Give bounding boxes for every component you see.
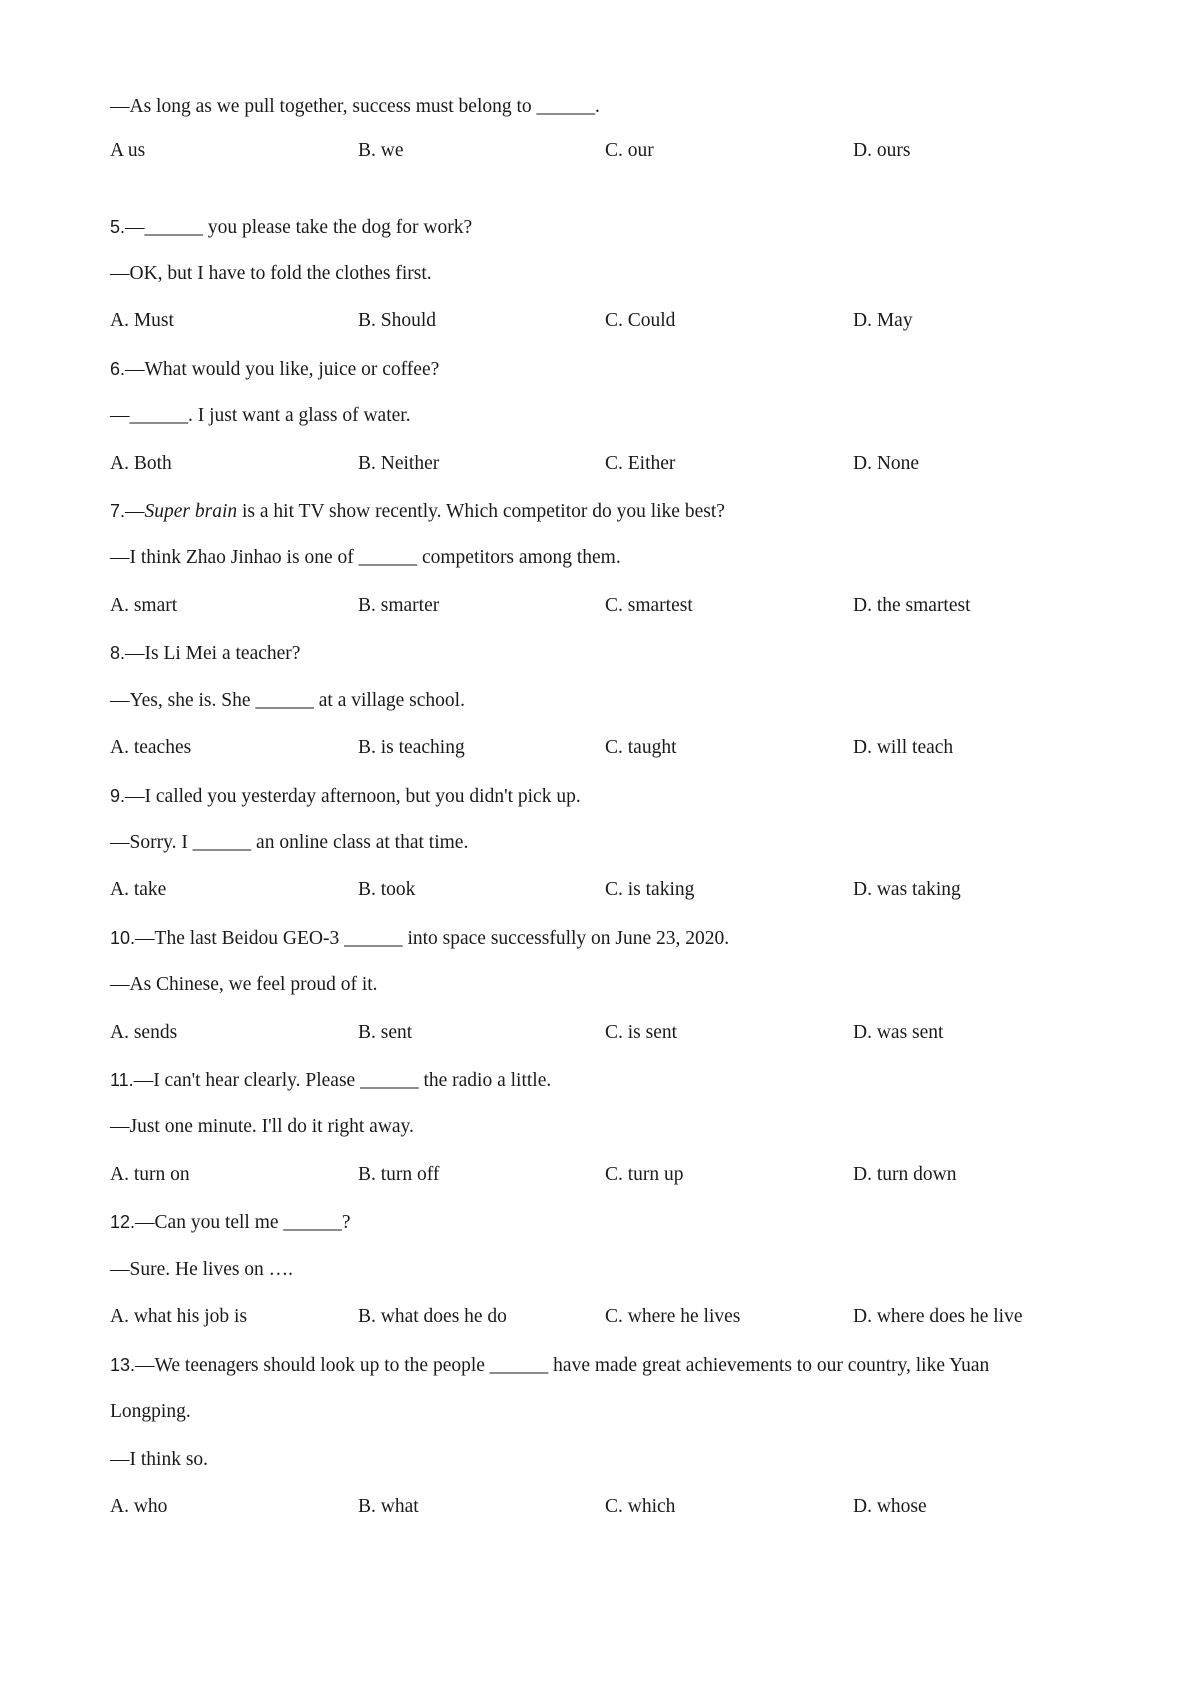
- q12-answer-line: —Sure. He lives on ….: [110, 1259, 294, 1280]
- q4-answer-line: —As long as we pull together, success must belong to ______.: [110, 96, 600, 117]
- q8-answer-line: —Yes, she is. She ______ at a village school.: [110, 690, 465, 711]
- q4-option-a: A us: [110, 140, 146, 161]
- q6-question-text: —What would you like, juice or coffee?: [125, 359, 440, 380]
- q8-question: [110, 640, 300, 667]
- q7-options: [110, 593, 1090, 619]
- q10-answer-line: —As Chinese, we feel proud of it.: [110, 974, 378, 995]
- q7-option-d: D. the smartest: [853, 595, 971, 616]
- q7-answer-line: —I think Zhao Jinhao is one of ______ competitors among them.: [110, 547, 621, 568]
- q7-option-b: B. smarter: [358, 595, 440, 616]
- q10-number: 10.: [110, 928, 136, 948]
- q6-number: 6.: [110, 359, 126, 379]
- q4-option-c: C. our: [605, 140, 654, 161]
- q7-question-text: is a hit TV show recently. Which competitor do you like best?: [237, 501, 725, 522]
- q8-option-c: C. taught: [605, 737, 677, 758]
- q11-option-b: B. turn off: [358, 1164, 440, 1185]
- q5-option-b: B. Should: [358, 310, 437, 331]
- q6-answer-line: —______. I just want a glass of water.: [110, 405, 411, 426]
- q7-question-prefix: —: [125, 501, 145, 522]
- q12-number: 12.: [110, 1212, 136, 1232]
- q13-number: 13.: [110, 1355, 136, 1375]
- q11-options: [110, 1162, 1090, 1188]
- q11-option-d: D. turn down: [853, 1164, 957, 1185]
- q6-option-b: B. Neither: [358, 453, 440, 474]
- q10-option-c: C. is sent: [605, 1022, 678, 1043]
- q7-option-c: C. smartest: [605, 595, 693, 616]
- q9-answer-line: —Sorry. I ______ an online class at that time.: [110, 832, 469, 853]
- q13-option-a: A. who: [110, 1496, 168, 1517]
- q10-option-b: B. sent: [358, 1022, 413, 1043]
- q5-number: 5.: [110, 217, 126, 237]
- q11-number: 11.: [110, 1070, 134, 1090]
- q11-answer-line: —Just one minute. I'll do it right away.: [110, 1116, 414, 1137]
- q5-question-text: —______ you please take the dog for work?: [125, 217, 473, 238]
- q6-option-a: A. Both: [110, 453, 172, 474]
- q10-options: [110, 1020, 1090, 1046]
- q9-option-b: B. took: [358, 879, 416, 900]
- q13-answer-line: —I think so.: [110, 1449, 209, 1470]
- q10-question: [110, 925, 729, 952]
- q7-option-a: A. smart: [110, 595, 178, 616]
- q5-option-c: C. Could: [605, 310, 676, 331]
- q7-show-title: Super brain: [144, 501, 238, 522]
- q7-number: 7.: [110, 501, 126, 521]
- q6-question: [110, 356, 439, 383]
- q9-options: [110, 877, 1090, 903]
- q9-option-a: A. take: [110, 879, 167, 900]
- q4-options: [110, 138, 1090, 164]
- q6-option-c: C. Either: [605, 453, 676, 474]
- q8-option-b: B. is teaching: [358, 737, 465, 758]
- q8-question-text: —Is Li Mei a teacher?: [125, 643, 301, 664]
- q11-option-c: C. turn up: [605, 1164, 684, 1185]
- q12-options: [110, 1304, 1090, 1330]
- q6-options: [110, 451, 1090, 477]
- q12-option-a: A. what his job is: [110, 1306, 248, 1327]
- q5-question: [110, 214, 472, 241]
- q5-options: [110, 308, 1090, 334]
- q8-option-a: A. teaches: [110, 737, 192, 758]
- q4-option-b: B. we: [358, 140, 404, 161]
- q9-question-text: —I called you yesterday afternoon, but you didn't pick up.: [125, 786, 581, 807]
- q6-option-d: D. None: [853, 453, 920, 474]
- q5-option-a: A. Must: [110, 310, 174, 331]
- q12-question-text: —Can you tell me ______?: [135, 1212, 351, 1233]
- q13-option-b: B. what: [358, 1496, 419, 1517]
- q5-answer-line: —OK, but I have to fold the clothes first.: [110, 263, 432, 284]
- q13-options: [110, 1494, 1090, 1520]
- q13-option-d: D. whose: [853, 1496, 927, 1517]
- q8-options: [110, 735, 1090, 761]
- q9-number: 9.: [110, 786, 126, 806]
- q11-question: [110, 1067, 551, 1094]
- q13-question-text: —We teenagers should look up to the people ______ have made great achievements to our country, like Yuan: [135, 1355, 990, 1376]
- q12-option-c: C. where he lives: [605, 1306, 741, 1327]
- q8-number: 8.: [110, 643, 126, 663]
- q10-option-a: A. sends: [110, 1022, 178, 1043]
- q13-option-c: C. which: [605, 1496, 676, 1517]
- q7-question: [110, 498, 725, 525]
- q13-question: [110, 1352, 989, 1379]
- q11-option-a: A. turn on: [110, 1164, 190, 1185]
- q9-option-c: C. is taking: [605, 879, 695, 900]
- q12-option-d: D. where does he live: [853, 1306, 1023, 1327]
- q12-option-b: B. what does he do: [358, 1306, 507, 1327]
- q4-option-d: D. ours: [853, 140, 911, 161]
- q9-question: [110, 783, 581, 810]
- q11-question-text: —I can't hear clearly. Please ______ the radio a little.: [133, 1070, 552, 1091]
- q8-option-d: D. will teach: [853, 737, 954, 758]
- q10-option-d: D. was sent: [853, 1022, 944, 1043]
- q5-option-d: D. May: [853, 310, 913, 331]
- q12-question: [110, 1209, 351, 1236]
- q10-question-text: —The last Beidou GEO-3 ______ into space successfully on June 23, 2020.: [135, 928, 730, 949]
- q9-option-d: D. was taking: [853, 879, 961, 900]
- q13-question-continued: Longping.: [110, 1401, 191, 1422]
